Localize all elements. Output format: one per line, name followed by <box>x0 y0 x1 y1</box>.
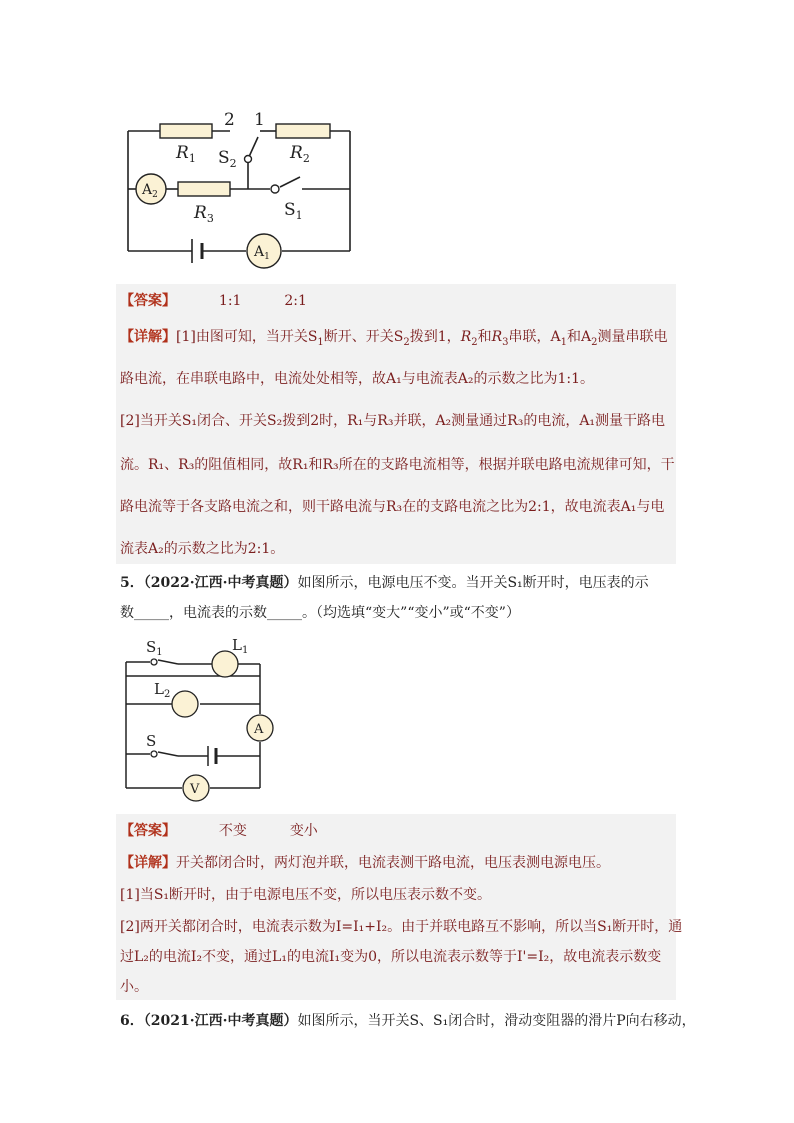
detail-2-line-1: 【详解】开关都闭合时，两灯泡并联，电流表测干路电流，电压表测电源电压。 <box>120 855 610 871</box>
question-number: 5． <box>120 575 144 591</box>
voltmeter-v-label: V <box>190 782 200 797</box>
ammeter-a-label: A <box>254 722 264 737</box>
answer-line-2 <box>120 820 318 840</box>
lamp-l1-label: $L_1$ <box>232 636 249 656</box>
switch-s1-label: $S_1$ <box>146 638 163 658</box>
position-1-label: 1 <box>254 110 265 130</box>
resistor-r1 <box>160 124 212 138</box>
question-source: （2022·江西·中考真题） <box>143 575 298 591</box>
switch-s-label: S <box>146 732 157 750</box>
circuit-diagram-1 <box>120 105 360 275</box>
question-number: 6． <box>120 1013 144 1029</box>
answer-block-2 <box>116 814 683 1000</box>
detail-2-line-4: 过L₂的电流I₂不变，通过L₁的电流I₁变为0，所以电流表示数等于I'=I₂，故电流表示数变 <box>120 949 662 965</box>
detail-1-line-4: 流。R₁、R₃的阻值相同，故R₁和R₃所在的支路电流相等，根据并联电路电流规律可知，干 <box>120 457 675 473</box>
switch-s2-label: $S_2$ <box>218 148 237 170</box>
question-5-line-2: 数_____，电流表的示数_____。（均选填“变大”“变小”或“不变”） <box>120 605 520 621</box>
detail-2-line-2: [1]当S₁断开时，由于电源电压不变，所以电压表示数不变。 <box>120 887 492 903</box>
ammeter-a2-label: $A_2$ <box>142 182 158 200</box>
detail-tag: 【详解】 <box>120 855 176 871</box>
detail-1-line-5: 路电流等于各支路电流之和，则干路电流与R₃在的支路电流之比为2:1，故电流表A₁与电 <box>120 499 665 515</box>
answer-tag: 【答案】 <box>120 823 176 839</box>
resistor-r1-label: $R_1$ <box>176 143 196 165</box>
ammeter-a1-label: $A_1$ <box>254 244 270 262</box>
question-6-line-1: 6．（2021·江西·中考真题）如图所示，当开关S、S₁闭合时，滑动变阻器的滑片P向右移动， <box>120 1013 696 1029</box>
question-5-line-1: 5．（2022·江西·中考真题）如图所示，电源电压不变。当开关S₁断开时，电压表的示 <box>120 575 649 591</box>
circuit-diagram-2 <box>120 636 280 806</box>
detail-1-line-6: 流表A₂的示数之比为2:1。 <box>120 541 285 557</box>
detail-1-line-1: 【详解】[1]由图可知，当开关$S_1$断开、开关$S_2$拨到1，$R_2$和$R_3$串联，$A_1$和$A_2$测量串联电 <box>120 329 668 348</box>
resistor-r2-label: $R_2$ <box>290 143 310 165</box>
answer-line-1 <box>120 290 307 310</box>
switch-s1-label: $S_1$ <box>284 200 303 222</box>
resistor-r3-label: $R_3$ <box>194 203 214 225</box>
lamp-l2 <box>172 691 198 717</box>
lamp-l2-label: $L_2$ <box>154 680 171 700</box>
detail-1-line-3: [2]当开关S₁闭合、开关S₂拨到2时，R₁与R₃并联，A₂测量通过R₃的电流，A₁测量干路电 <box>120 413 666 429</box>
detail-1-line-2: 路电流，在串联电路中，电流处处相等，故A₁与电流表A₂的示数之比为1:1。 <box>120 371 594 387</box>
answer-value-2: 2:1 <box>284 293 307 309</box>
answer-value-1: 不变 <box>218 823 247 839</box>
detail-2-line-5: 小。 <box>120 979 148 995</box>
answer-value-1: 1:1 <box>218 293 242 309</box>
question-source: （2021·江西·中考真题） <box>143 1013 298 1029</box>
position-2-label: 2 <box>224 110 235 130</box>
lamp-l1 <box>212 651 238 677</box>
answer-tag: 【答案】 <box>120 293 176 309</box>
answer-value-2: 变小 <box>289 823 318 839</box>
answer-block-1 <box>116 284 676 564</box>
resistor-r3 <box>178 182 230 196</box>
detail-tag: 【详解】 <box>120 329 176 345</box>
resistor-r2 <box>276 124 330 138</box>
detail-2-line-3: [2]两开关都闭合时，电流表示数为I=I₁+I₂。由于并联电路互不影响，所以当S₁断开时，通 <box>120 919 683 935</box>
